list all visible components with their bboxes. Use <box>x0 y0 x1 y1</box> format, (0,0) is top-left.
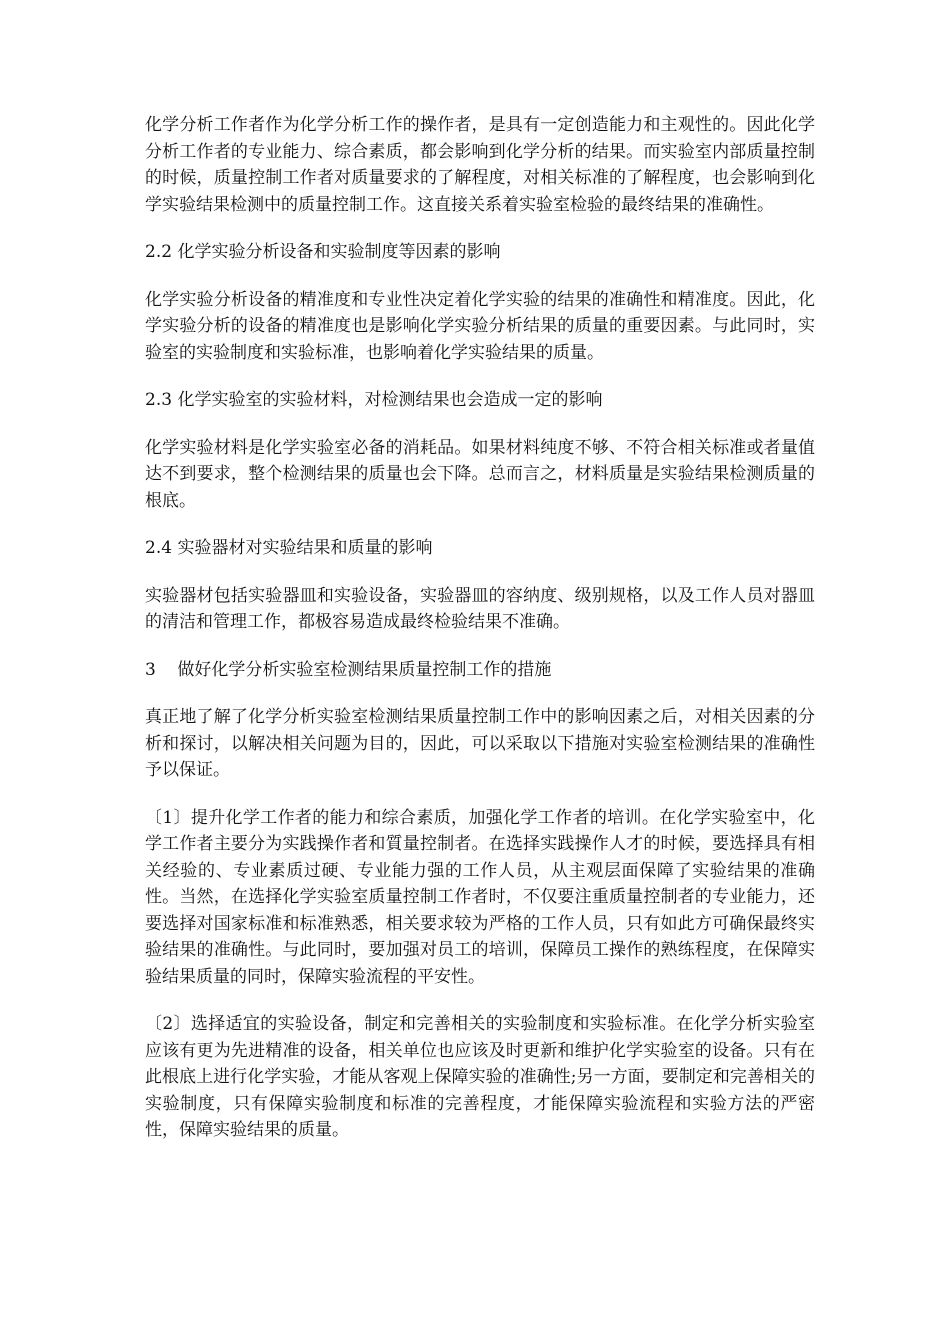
paragraph-apparatus-influence: 实验器材包括实验器皿和实验设备，实验器皿的容纳度、级别规格，以及工作人员对器皿的清洁和管理工作，都极容易造成最终检验结果不准确。 <box>145 585 815 632</box>
paragraph-equipment-influence: 化学实验分析设备的精准度和专业性决定着化学实验的结果的准确性和精准度。因此，化学实验分析的设备的精准度也是影响化学实验分析结果的质量的重要因素。与此同时，实验室的实验制度和实验标准，也影响着化学实验结果的质量。 <box>145 289 815 363</box>
section-heading-3: 3 做好化学分析实验室检测结果质量控制工作的措施 <box>145 659 552 680</box>
paragraph-measure-1: 〔1〕提升化学工作者的能力和综合素质，加强化学工作者的培训。在化学实验室中，化学工作者主要分为实践操作者和質量控制者。在选择实践操作人才的时候，要选择具有相关经验的、专业素质过硬、专业能力强的工作人员，从主观层面保障了实验结果的准确性。当然，在选择化学实验室质量控制工作者时，不仅要注重质量控制者的专业能力，还要选择对国家标准和标准熟悉，相关要求较为严格的工作人员，只有如此方可确保最终实验结果的准确性。与此同时，要加强对员工的培训，保障员工操作的熟练程度，在保障实验结果质量的同时，保障实验流程的平安性。 <box>145 807 815 987</box>
section-heading-2-2: 2.2 化学实验分析设备和实验制度等因素的影响 <box>145 242 501 262</box>
paragraph-measures-intro: 真正地了解了化学分析实验室检测结果质量控制工作中的影响因素之后，对相关因素的分析和探讨，以解决相关问题为目的，因此，可以采取以下措施对实验室检测结果的准确性予以保证。 <box>145 707 815 780</box>
paragraph-materials-influence: 化学实验材料是化学实验室必备的消耗品。如果材料纯度不够、不符合相关标准或者量值达不到要求，整个检测结果的质量也会下降。总而言之，材料质量是实验结果检测质量的根底。 <box>145 437 815 511</box>
paragraph-measure-2: 〔2〕选择适宜的实验设备，制定和完善相关的实验制度和实验标准。在化学分析实验室应该有更为先进精准的设备，相关单位也应该及时更新和维护化学实验室的设备。只有在此根底上进行化学实验，才能从客观上保障实验的准确性;另一方面，要制定和完善相关的实验制度，只有保障实验制度和标准的完善程度，才能保障实验流程和实验方法的严密性，保障实验结果的质量。 <box>145 1014 815 1140</box>
document-page <box>145 112 815 1165</box>
section-heading-2-4: 2.4 实验器材对实验结果和质量的影响 <box>145 538 433 558</box>
section-heading-2-3: 2.3 化学实验室的实验材料，对检测结果也会造成一定的影响 <box>145 390 603 410</box>
paragraph-analyst-influence: 化学分析工作者作为化学分析工作的操作者，是具有一定创造能力和主观性的。因此化学分析工作者的专业能力、综合素质，都会影响到化学分析的结果。而实验室内部质量控制的时候，质量控制工作者对质量要求的了解程度，对相关标准的了解程度，也会影响到化学实验结果检测中的质量控制工作。这直接关系着实验室检验的最终结果的准确性。 <box>145 115 815 215</box>
